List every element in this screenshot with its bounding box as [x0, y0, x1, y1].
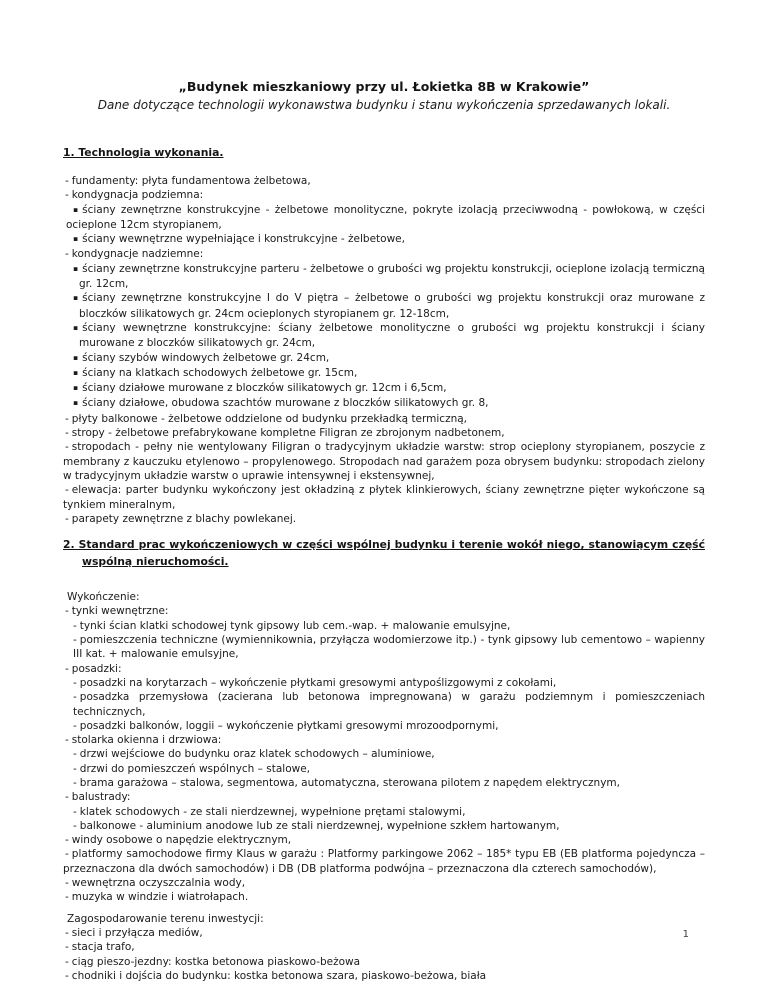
dash-bullet: - — [65, 605, 69, 618]
section-2-heading: 2. Standard prac wykończeniowych w części wspólnej budynku i terenie wokół niego, stanowiącym część wspólną nieruchomości. — [63, 538, 705, 569]
list-item-text: ściany na klatkach schodowych żelbetowe gr. 15cm, — [82, 366, 358, 379]
page-number: 1 — [682, 929, 689, 940]
dash-bullet: - — [65, 969, 69, 982]
list-item-text: ściany działowe murowane z bloczków silikatowych gr. 12cm i 6,5cm, — [82, 382, 447, 395]
list-item — [63, 833, 705, 847]
list-item — [63, 381, 705, 396]
list-item — [63, 847, 705, 876]
list-item — [63, 690, 705, 719]
list-item-text: klatek schodowych - ze stali nierdzewnej, wypełnione prętami stalowymi, — [79, 805, 466, 818]
list-item — [63, 662, 705, 676]
section-1-items — [63, 174, 705, 526]
list-item-text: drzwi wejściowe do budynku oraz klatek schodowych – aluminiowe, — [79, 748, 435, 761]
list-item — [63, 776, 705, 790]
dash-bullet: - — [65, 791, 69, 804]
list-item-text: ściany szybów windowych żelbetowe gr. 24cm, — [82, 351, 330, 364]
list-item — [63, 926, 705, 940]
list-item — [63, 247, 705, 261]
list-item-text: ściany zewnętrzne konstrukcyjne parteru - żelbetowe o grubości wg projektu konstrukcji, ocieplone izolacją termiczną gr. 12cm, — [79, 262, 705, 291]
dash-bullet: - — [65, 734, 69, 747]
list-item — [63, 676, 705, 690]
list-item-text: ściany zewnętrzne konstrukcyjne I do V piętra – żelbetowe o grubości wg projektu konstrukcji oraz murowane z bloczków silikatowych gr. 24cm ocieplonych styropianem gr. 12-18cm, — [79, 292, 705, 320]
dash-bullet: - — [65, 412, 69, 425]
list-item-text: ciąg pieszo-jezdny: kostka betonowa piaskowo-beżowa — [71, 955, 361, 968]
list-item — [63, 512, 705, 526]
dash-bullet: - — [65, 662, 69, 675]
list-item — [63, 483, 705, 512]
dash-bullet: - — [65, 248, 69, 261]
list-item — [63, 940, 705, 954]
paragraph — [63, 590, 705, 604]
dash-bullet: - — [65, 427, 69, 440]
list-item-text: ściany wewnętrzne wypełniające i konstrukcyjne - żelbetowe, — [82, 233, 405, 246]
list-item-text: stacja trafo, — [71, 941, 135, 954]
dash-bullet: - — [73, 719, 77, 732]
section-1-heading: 1. Technologia wykonania. — [63, 146, 224, 159]
list-item — [63, 719, 705, 733]
paragraph — [63, 912, 705, 926]
list-item-text: drzwi do pomieszczeń wspólnych – stalowe, — [79, 762, 311, 775]
list-item-text: stropodach - pełny nie wentylowany Filigran o tradycyjnym układzie warstw: strop ocieplony styropianem, poszycie z membrany z kauczuku etylenowo – propylenowego. Stropodach nad garażem poza obrysem budynku: stropodach zielony w tradycyjnym układzie warstw o uprawie intensywnej i ekstensywnej, — [63, 441, 705, 482]
dash-bullet: - — [65, 926, 69, 939]
list-item — [63, 426, 705, 440]
dash-bullet: - — [73, 762, 77, 775]
dash-bullet: - — [65, 484, 69, 497]
list-item-text: płyty balkonowe - żelbetowe oddzielone od budynku przekładką termiczną, — [71, 412, 468, 425]
section-technologia-wykonania — [63, 144, 705, 526]
list-item-text: elewacja: parter budynku wykończony jest okładziną z płytek klinkierowych, ściany zewnętrzne pięter wykończone są tynkiem mineralnym, — [63, 484, 705, 511]
list-item-text: balustrady: — [71, 791, 131, 804]
list-item — [63, 747, 705, 761]
list-item-text: brama garażowa – stalowa, segmentowa, automatyczna, sterowana pilotem z napędem elektrycznym, — [79, 776, 620, 789]
list-item-text: posadzki na korytarzach – wykończenie płytkami gresowymi antypoślizgowymi z cokołami, — [79, 676, 557, 689]
list-item-text: chodniki i dojścia do budynku: kostka betonowa szara, piaskowo-beżowa, biała — [71, 969, 487, 982]
list-item — [63, 412, 705, 426]
list-item-text: balkonowe - aluminium anodowe lub ze stali nierdzewnej, wypełnione szkłem hartowanym, — [79, 819, 560, 832]
square-bullet-icon: ▪ — [73, 322, 79, 332]
list-item — [63, 203, 705, 233]
list-item — [63, 351, 705, 366]
section-standard-prac — [63, 536, 705, 983]
list-item — [63, 790, 705, 804]
list-item-text: ściany wewnętrzne konstrukcyjne: ściany żelbetowe monolityczne o grubości wg projektu konstrukcji i ściany murowane z bloczków silikatowych gr. 24cm, — [79, 321, 705, 350]
dash-bullet: - — [65, 848, 69, 861]
list-item — [63, 321, 705, 351]
dash-bullet: - — [73, 691, 77, 704]
dash-bullet: - — [73, 676, 77, 689]
list-item — [63, 174, 705, 188]
list-item — [63, 291, 705, 321]
list-item-text: kondygnacja podziemna: — [71, 189, 204, 202]
list-item — [63, 633, 705, 662]
section-2-items — [63, 590, 705, 983]
list-item — [63, 890, 705, 904]
dash-bullet: - — [65, 834, 69, 847]
list-item — [63, 232, 705, 247]
dash-bullet: - — [73, 748, 77, 761]
list-item — [63, 955, 705, 969]
dash-bullet: - — [73, 805, 77, 818]
dash-bullet: - — [73, 819, 77, 832]
list-item — [63, 733, 705, 747]
dash-bullet: - — [65, 189, 69, 202]
list-item — [63, 876, 705, 890]
document-subtitle: Dane dotyczące technologii wykonawstwa budynku i stanu wykończenia sprzedawanych lokali. — [97, 98, 671, 112]
square-bullet-icon: ▪ — [73, 367, 79, 377]
list-item-text: stropy - żelbetowe prefabrykowane kompletne Filigran ze zbrojonym nadbetonem, — [71, 427, 505, 440]
dash-bullet: - — [73, 634, 77, 647]
list-item — [63, 805, 705, 819]
document-title: „Budynek mieszkaniowy przy ul. Łokietka 8B w Krakowie” — [178, 79, 590, 94]
square-bullet-icon: ▪ — [73, 383, 79, 393]
dash-bullet: - — [73, 776, 77, 789]
square-bullet-icon: ▪ — [73, 204, 79, 214]
list-item-text: pomieszczenia techniczne (wymiennikownia, przyłącza wodomierzowe itp.) - tynk gipsowy lub cementowo – wapienny III kat. + malowanie emulsyjne, — [73, 634, 705, 661]
list-item-text: ściany zewnętrzne konstrukcyjne - żelbetowe monolityczne, pokryte izolacją przeciwwodną - powłokową, w części ocieplone 12cm styropianem, — [66, 203, 705, 231]
list-item-text: fundamenty: płyta fundamentowa żelbetowa, — [71, 175, 311, 187]
list-item — [63, 262, 705, 292]
list-item-text: muzyka w windzie i wiatrołapach. — [71, 891, 249, 904]
list-item-text: parapety zewnętrzne z blachy powlekanej. — [71, 512, 297, 525]
list-item-text: kondygnacje nadziemne: — [71, 248, 204, 261]
list-item — [63, 969, 705, 983]
list-item — [63, 819, 705, 833]
list-item — [63, 396, 705, 411]
dash-bullet: - — [65, 891, 69, 904]
spacer — [63, 905, 705, 912]
list-item — [63, 619, 705, 633]
square-bullet-icon: ▪ — [73, 398, 79, 408]
list-item-text: stolarka okienna i drzwiowa: — [71, 734, 222, 747]
list-item-text: ściany działowe, obudowa szachtów murowane z bloczków silikatowych gr. 8, — [82, 397, 489, 410]
document-page — [63, 78, 705, 983]
list-item-text: Wykończenie: — [67, 591, 140, 604]
list-item — [63, 762, 705, 776]
list-item-text: tynki ścian klatki schodowej tynk gipsowy lub cem.-wap. + malowanie emulsyjne, — [79, 619, 511, 632]
list-item-text: posadzki: — [71, 662, 122, 675]
list-item — [63, 188, 705, 202]
square-bullet-icon: ▪ — [73, 352, 79, 362]
list-item — [63, 440, 705, 483]
list-item-text: sieci i przyłącza mediów, — [71, 926, 203, 939]
list-item-text: wewnętrzna oczyszczalnia wody, — [71, 877, 246, 890]
square-bullet-icon: ▪ — [73, 234, 79, 244]
dash-bullet: - — [65, 175, 69, 187]
list-item-text: posadzki balkonów, loggii – wykończenie płytkami gresowymi mrozoodpornymi, — [79, 719, 499, 732]
list-item — [63, 366, 705, 381]
dash-bullet: - — [65, 955, 69, 968]
dash-bullet: - — [65, 441, 69, 454]
list-item — [63, 604, 705, 618]
dash-bullet: - — [65, 512, 69, 525]
list-item-text: windy osobowe o napędzie elektrycznym, — [71, 834, 292, 847]
square-bullet-icon: ▪ — [73, 293, 79, 303]
list-item-text: posadzka przemysłowa (zacierana lub betonowa impregnowana) w garażu podziemnym i pomieszczeniach technicznych, — [73, 691, 705, 718]
list-item-text: tynki wewnętrzne: — [71, 605, 169, 618]
dash-bullet: - — [73, 619, 77, 632]
square-bullet-icon: ▪ — [73, 263, 79, 273]
dash-bullet: - — [65, 877, 69, 890]
dash-bullet: - — [65, 941, 69, 954]
list-item-text: Zagospodarowanie terenu inwestycji: — [67, 912, 264, 925]
list-item-text: platformy samochodowe firmy Klaus w garażu : Platformy parkingowe 2062 – 185* typu EB (EB platforma pojedyncza – przeznaczona dla dwóch samochodów) i DB (DB platforma podwójna – przeznaczona dla czterech samochodów), — [63, 848, 705, 875]
